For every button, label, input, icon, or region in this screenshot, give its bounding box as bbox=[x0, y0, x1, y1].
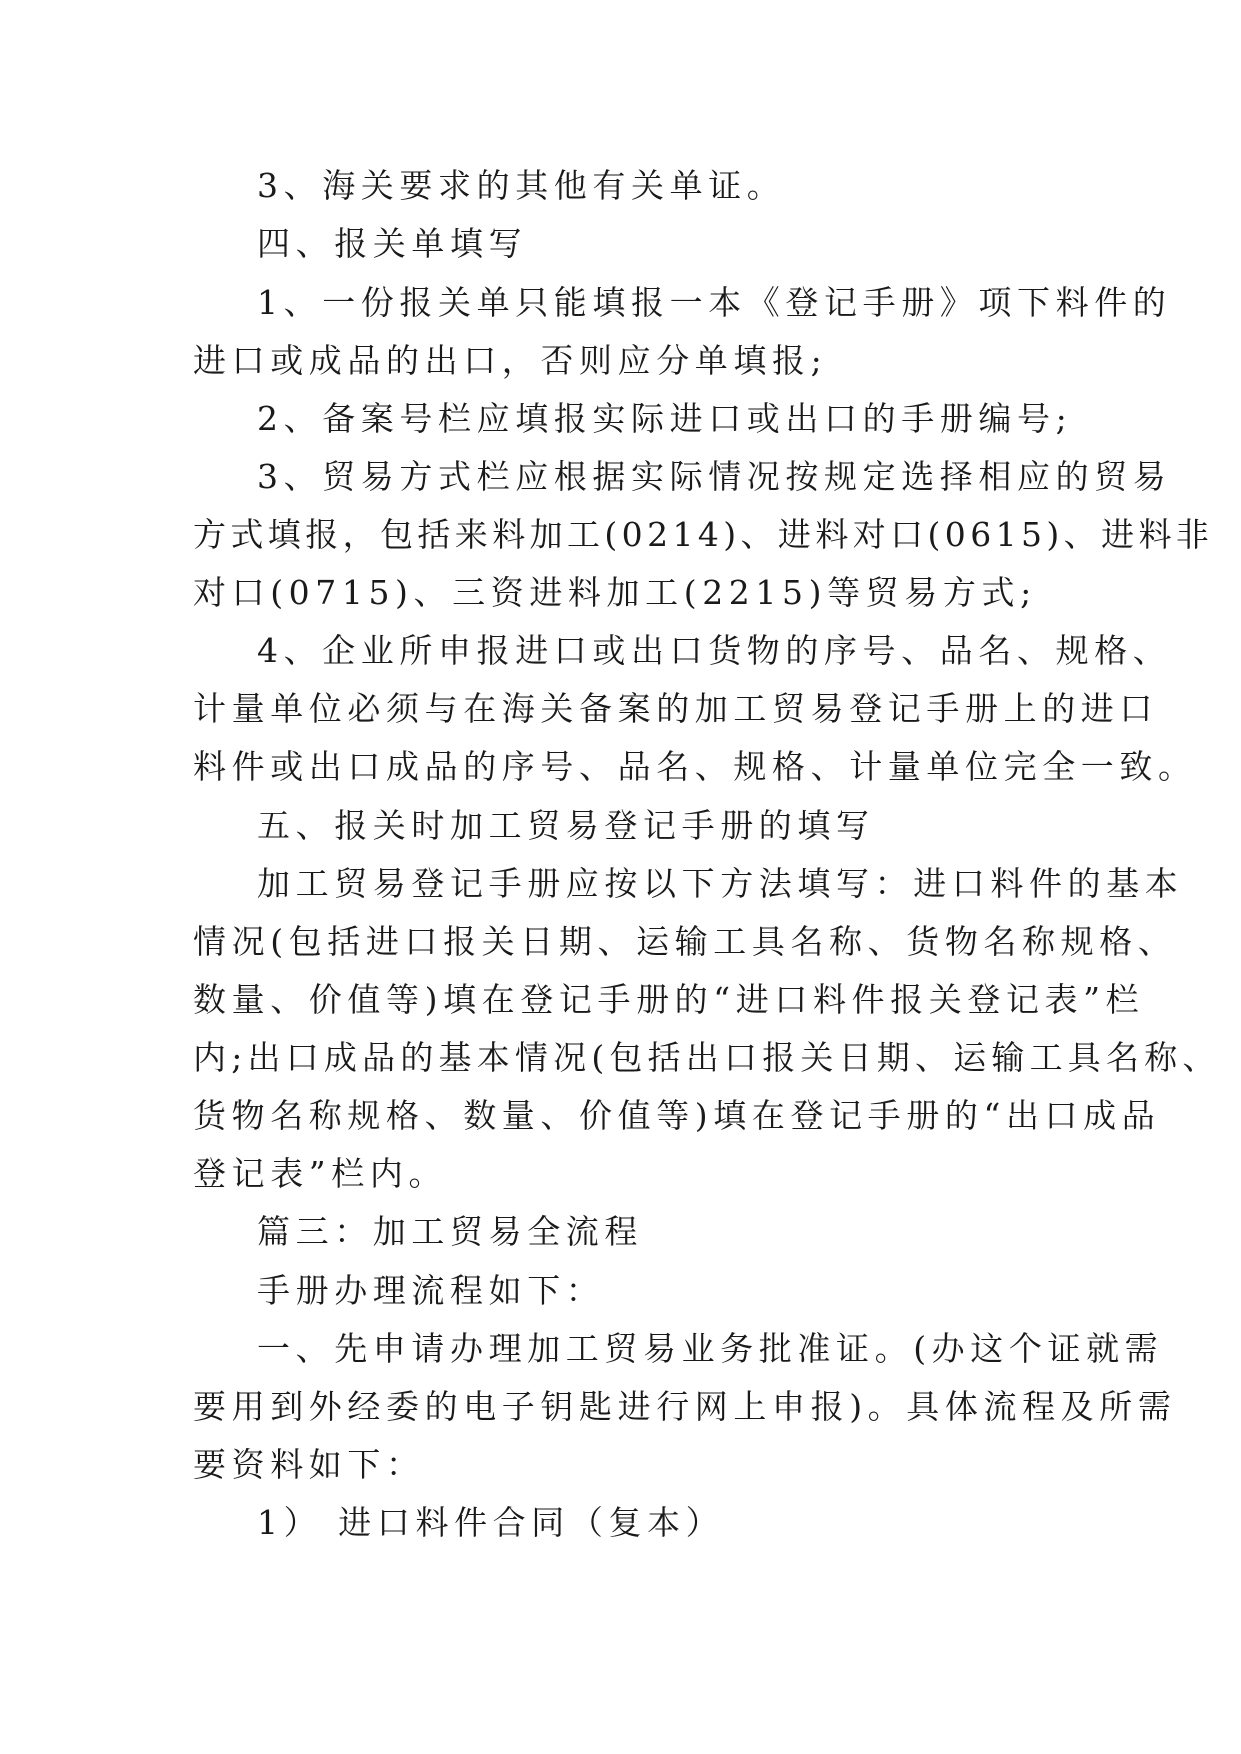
paragraph-line: 4、企业所申报进口或出口货物的序号、品名、规格、 bbox=[257, 631, 1172, 670]
paragraph-line: 进口或成品的出口，否则应分单填报; bbox=[193, 341, 828, 380]
paragraph-line: 手册办理流程如下： bbox=[257, 1271, 605, 1310]
paragraph-line: 2、备案号栏应填报实际进口或出口的手册编号; bbox=[257, 399, 1073, 438]
paragraph-line: 一、先申请办理加工贸易业务批准证。(办这个证就需 bbox=[257, 1329, 1164, 1368]
section-heading-4: 四、报关单填写 bbox=[257, 224, 528, 263]
paragraph-line: 数量、价值等)填在登记手册的“进口料件报关登记表”栏 bbox=[193, 980, 1145, 1019]
paragraph-line: 方式填报，包括来料加工(0214)、进料对口(0615)、进料非 bbox=[193, 515, 1214, 554]
paragraph-line: 货物名称规格、数量、价值等)填在登记手册的“出口成品 bbox=[193, 1096, 1161, 1135]
paragraph-line: 要用到外经委的电子钥匙进行网上申报)。具体流程及所需 bbox=[193, 1387, 1177, 1426]
list-item-3-other-documents: 3、海关要求的其他有关单证。 bbox=[257, 166, 786, 205]
paragraph-line: 对口(0715)、三资进料加工(2215)等贸易方式; bbox=[193, 573, 1037, 612]
paragraph-line: 内;出口成品的基本情况(包括出口报关日期、运输工具名称、 bbox=[193, 1038, 1221, 1077]
paragraph-line: 计量单位必须与在海关备案的加工贸易登记手册上的进口 bbox=[193, 689, 1158, 728]
paragraph-line: 加工贸易登记手册应按以下方法填写：进口料件的基本 bbox=[257, 864, 1184, 903]
list-item-1-contract: 1） 进口料件合同（复本） bbox=[257, 1503, 725, 1542]
paragraph-line: 登记表”栏内。 bbox=[193, 1154, 448, 1193]
section-heading-5: 五、报关时加工贸易登记手册的填写 bbox=[257, 806, 875, 845]
paragraph-line: 1、一份报关单只能填报一本《登记手册》项下料件的 bbox=[257, 283, 1172, 322]
paragraph-line: 情况(包括进口报关日期、运输工具名称、货物名称规格、 bbox=[193, 922, 1177, 961]
paragraph-line: 料件或出口成品的序号、品名、规格、计量单位完全一致。 bbox=[193, 747, 1197, 786]
article-heading: 篇三：加工贸易全流程 bbox=[257, 1212, 643, 1251]
paragraph-line: 3、贸易方式栏应根据实际情况按规定选择相应的贸易 bbox=[257, 457, 1172, 496]
paragraph-line: 要资料如下： bbox=[193, 1445, 425, 1484]
